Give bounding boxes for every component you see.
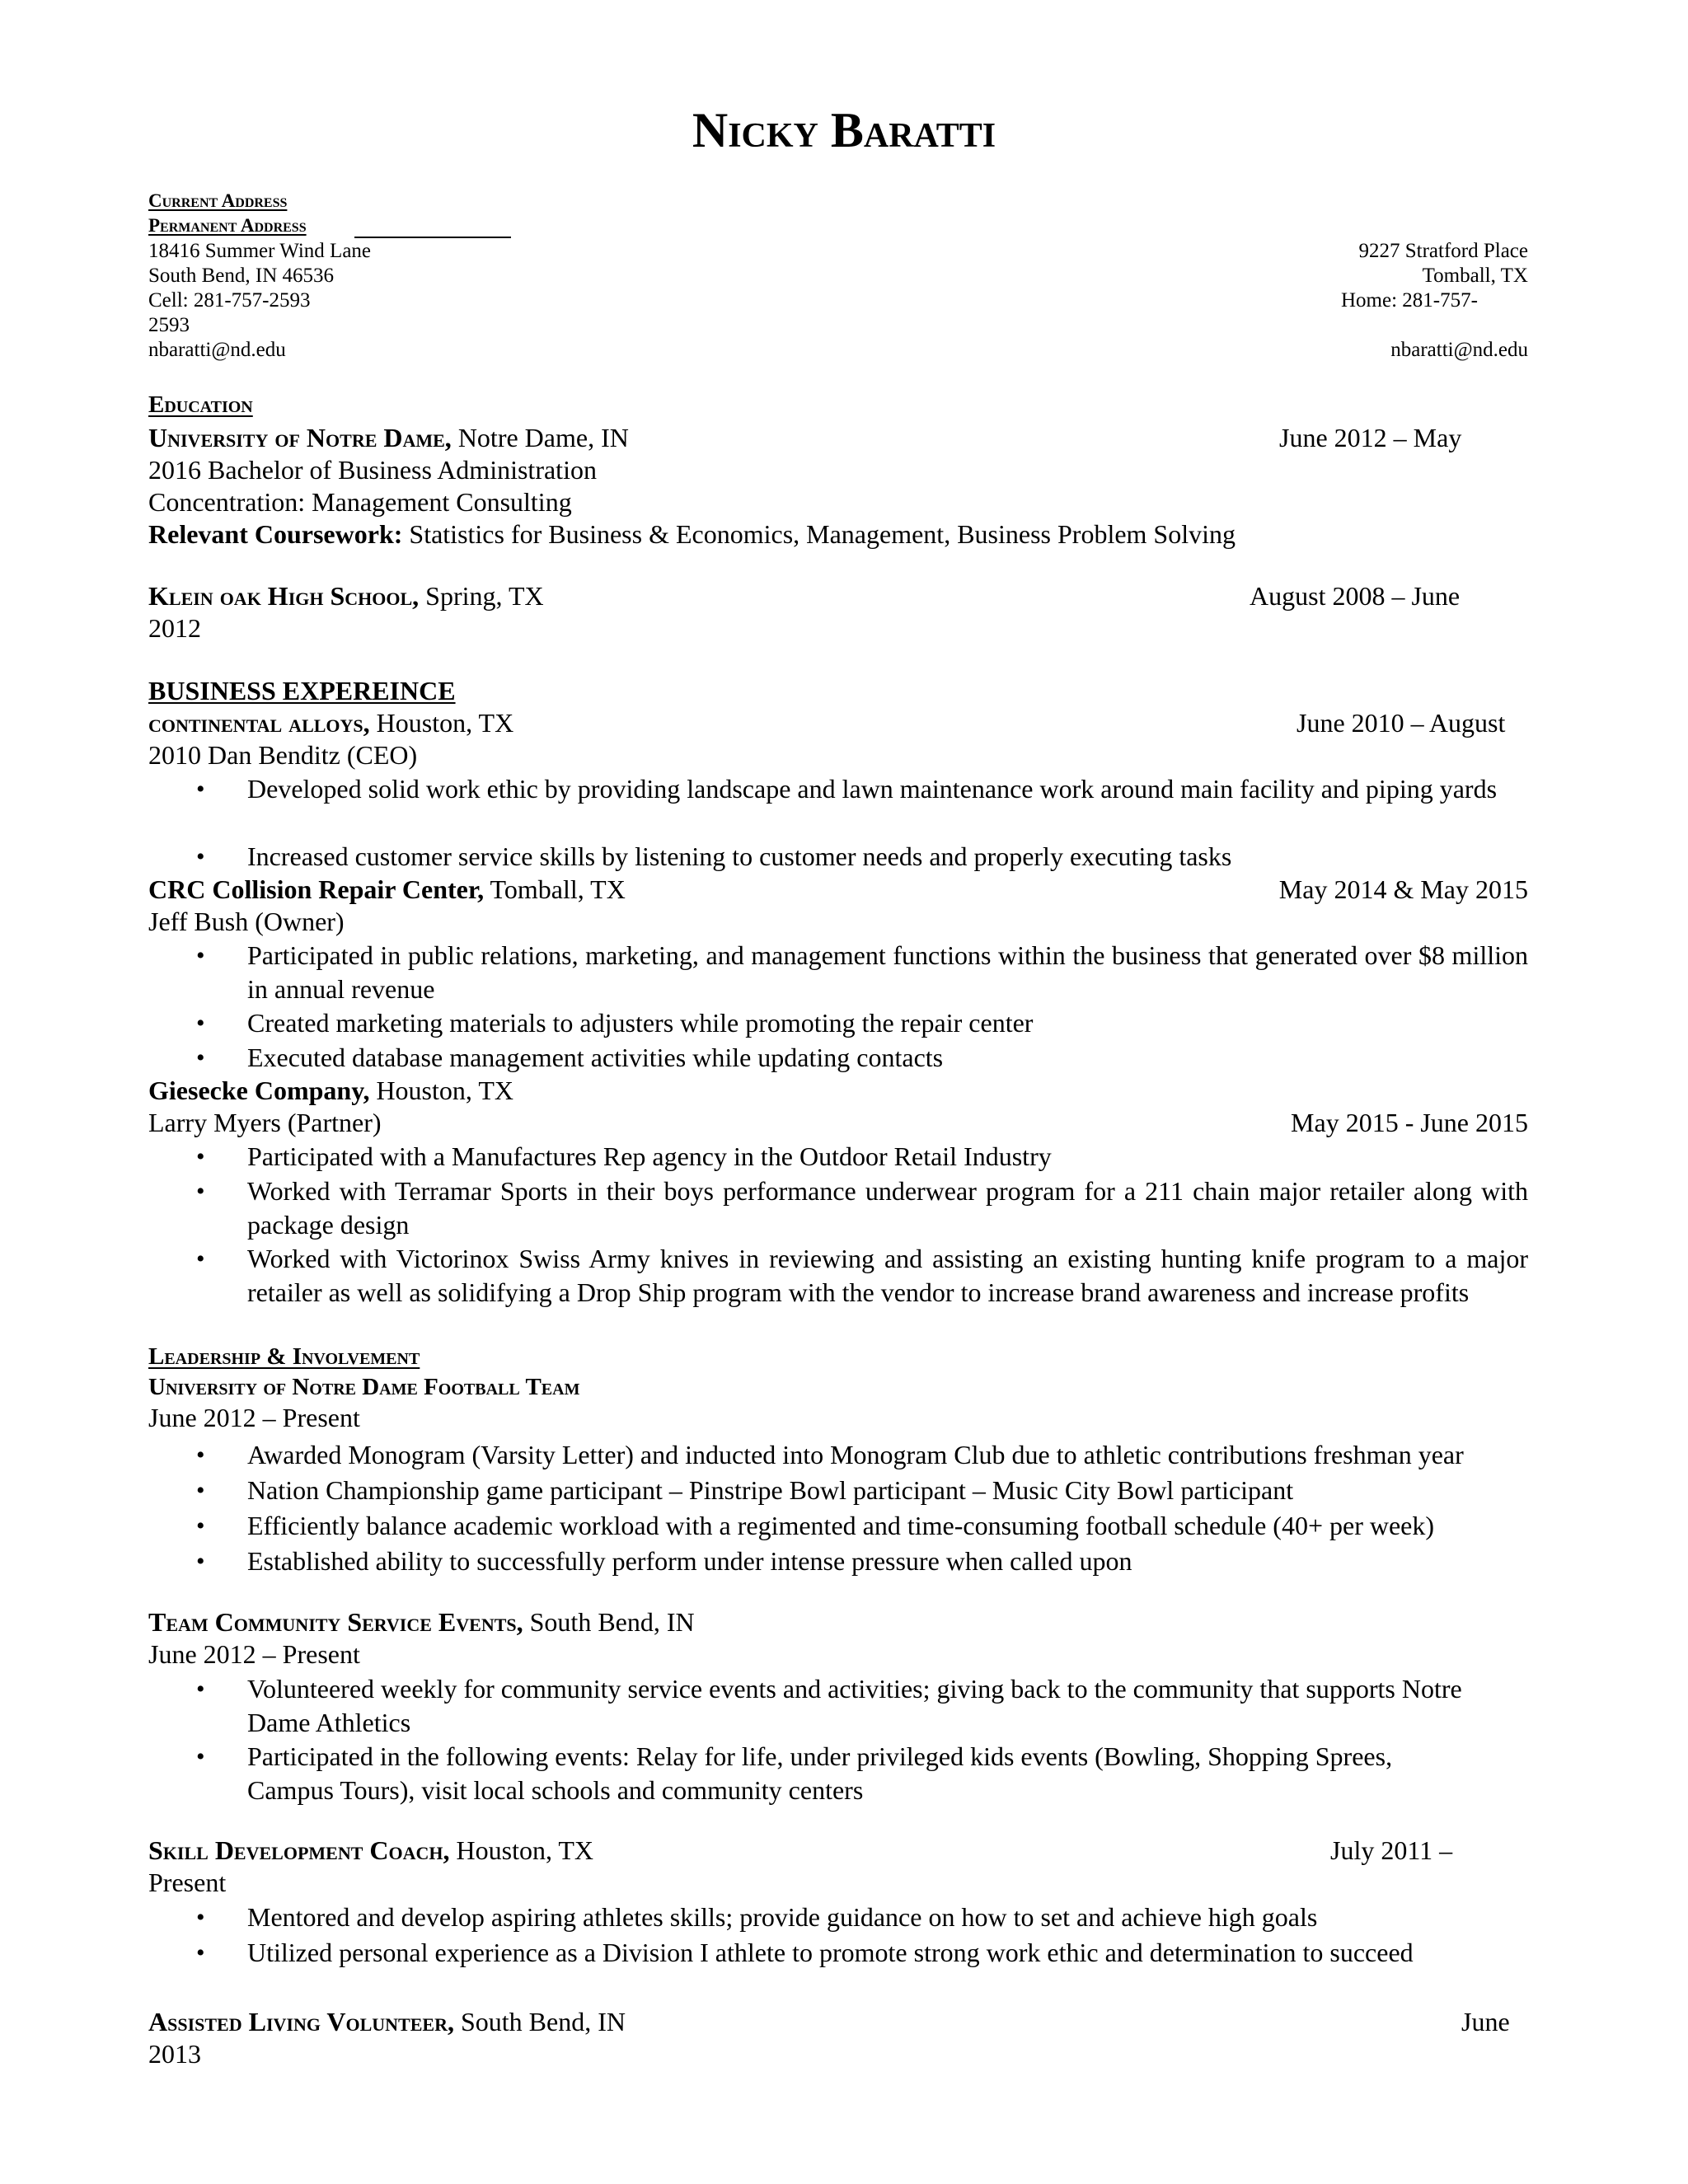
- list-item: • Worked with Terramar Sports in their boys performance underwear program for a 211 chain major retailer along with package design: [196, 1176, 1528, 1240]
- coach-location: Houston, TX: [449, 1835, 594, 1865]
- assisted-org: Assisted Living Volunteer,: [148, 2007, 454, 2036]
- list-item: • Utilized personal experience as a Division I athlete to promote strong work ethic and determination to succeed: [148, 1936, 1528, 1970]
- giesecke-supervisor: Larry Myers (Partner): [148, 1108, 382, 1137]
- football-dates: June 2012 – Present: [148, 1403, 360, 1432]
- community-line: [148, 1609, 695, 1635]
- permanent-address-email: nbaratti@nd.edu: [1390, 339, 1528, 361]
- bullet-icon: •: [196, 1939, 205, 1966]
- giesecke-company: Giesecke Company,: [148, 1076, 370, 1105]
- bullet-icon: •: [196, 1010, 205, 1037]
- crc-supervisor: Jeff Bush (Owner): [148, 907, 345, 936]
- education-klein-line: [148, 583, 544, 609]
- assisted-line: [148, 2008, 626, 2035]
- bullet-icon: •: [196, 776, 205, 803]
- current-address-city: South Bend, IN 46536: [148, 265, 334, 287]
- giesecke-line: [148, 1077, 513, 1104]
- bullet-icon: •: [196, 843, 205, 870]
- coursework-label: Relevant Coursework:: [148, 519, 403, 549]
- continental-supervisor: 2010 Dan Benditz (CEO): [148, 740, 418, 770]
- education-nd-school: University of Notre Dame,: [148, 423, 452, 452]
- football-org: University of Notre Dame Football Team: [148, 1374, 580, 1400]
- giesecke-dates: May 2015 - June 2015: [1291, 1108, 1528, 1137]
- list-item: • Participated in the following events: Relay for life, under privileged kids events (Bowling, Shopping Sprees, Campus Tours), visit local schools and community centers: [196, 1741, 1393, 1805]
- continental-location: Houston, TX: [369, 708, 514, 738]
- list-item: • Efficiently balance academic workload with a regimented and time-consuming football schedule (40+ per week): [148, 1509, 1528, 1543]
- education-nd-degree: 2016 Bachelor of Business Administration: [148, 455, 597, 485]
- continental-line: [148, 710, 513, 736]
- bullet-icon: •: [196, 1548, 205, 1575]
- coursework-list: Statistics for Business & Economics, Management, Business Problem Solving: [402, 519, 1236, 549]
- permanent-address-rule: [354, 237, 511, 238]
- crc-location: Tomball, TX: [484, 874, 626, 904]
- bullet-icon: •: [196, 942, 205, 969]
- permanent-address-city: Tomball, TX: [1422, 265, 1528, 287]
- permanent-address-street: 9227 Stratford Place: [1358, 240, 1528, 262]
- bullet-icon: •: [196, 1477, 205, 1504]
- coach-org: Skill Development Coach,: [148, 1835, 450, 1865]
- coach-dates: July 2011 –: [1330, 1835, 1453, 1865]
- current-address-street: 18416 Summer Wind Lane: [148, 240, 372, 262]
- education-klein-dates: August 2008 – June: [1250, 581, 1461, 611]
- list-item: • Participated with a Manufactures Rep agency in the Outdoor Retail Industry: [148, 1140, 1528, 1174]
- coach-line: [148, 1837, 593, 1863]
- list-item: • Volunteered weekly for community service events and activities; giving back to the community that supports Notre Dame Athletics: [196, 1674, 1462, 1737]
- list-item: • Created marketing materials to adjusters while promoting the repair center: [148, 1006, 1528, 1040]
- current-address-heading: Current Address: [148, 190, 288, 211]
- continental-company: continental alloys,: [148, 708, 370, 738]
- bullet-icon: •: [196, 1904, 205, 1931]
- bullet-icon: •: [196, 1441, 205, 1469]
- list-item: • Developed solid work ethic by providing landscape and lawn maintenance work around main facility and piping yards: [148, 772, 1528, 840]
- current-address-email: nbaratti@nd.edu: [148, 339, 286, 361]
- assisted-location: South Bend, IN: [453, 2007, 626, 2036]
- education-nd-dates: June 2012 – May: [1279, 423, 1462, 452]
- giesecke-location: Houston, TX: [369, 1076, 513, 1105]
- education-nd-concentration: Concentration: Management Consulting: [148, 487, 572, 517]
- list-item: • Nation Championship game participant – Pinstripe Bowl participant – Music City Bowl participant: [148, 1474, 1528, 1507]
- crc-company: CRC Collision Repair Center,: [148, 874, 485, 904]
- community-org: Team Community Service Events,: [148, 1607, 523, 1637]
- assisted-dates: June: [1461, 2007, 1510, 2036]
- education-nd-line: [148, 424, 629, 451]
- candidate-name: Nicky Baratti: [692, 103, 996, 157]
- current-address-cell-wrap: 2593: [148, 314, 190, 336]
- bullet-icon: •: [196, 1178, 205, 1205]
- permanent-address-heading: Permanent Address: [148, 215, 307, 236]
- bullet-icon: •: [196, 1245, 205, 1272]
- bullet-icon: •: [196, 1675, 205, 1703]
- bullet-icon: •: [196, 1044, 205, 1071]
- community-dates: June 2012 – Present: [148, 1639, 360, 1669]
- education-klein-year: 2012: [148, 613, 201, 643]
- education-heading: Education: [148, 391, 253, 418]
- assisted-year: 2013: [148, 2039, 201, 2069]
- bullet-icon: •: [196, 1743, 205, 1770]
- list-item: • Increased customer service skills by listening to customer needs and properly executing tasks: [148, 840, 1528, 874]
- permanent-address-home: Home: 281-757-: [1341, 289, 1478, 312]
- business-heading: BUSINESS EXPEREINCE: [148, 676, 456, 705]
- community-location: South Bend, IN: [523, 1607, 695, 1637]
- education-klein-school: Klein oak High School,: [148, 581, 420, 611]
- current-address-cell: Cell: 281-757-2593: [148, 289, 311, 312]
- coach-dates-wrap: Present: [148, 1868, 227, 1897]
- list-item: • Worked with Victorinox Swiss Army knives in reviewing and assisting an existing hunting knife program to a major retailer as well as solidifying a Drop Ship program with the vendor to increase brand awareness and increase profits: [196, 1244, 1528, 1307]
- education-klein-location: Spring, TX: [419, 581, 544, 611]
- bullet-icon: •: [196, 1512, 205, 1540]
- crc-dates: May 2014 & May 2015: [1278, 874, 1528, 904]
- list-item: • Mentored and develop aspiring athletes skills; provide guidance on how to set and achieve high goals: [148, 1900, 1528, 1934]
- education-nd-coursework: [148, 521, 1236, 547]
- crc-line: [148, 876, 626, 902]
- continental-dates: June 2010 – August: [1296, 708, 1506, 738]
- leadership-heading: Leadership & Involvement: [148, 1343, 420, 1370]
- list-item: • Participated in public relations, marketing, and management functions within the business that generated over $8 million in annual revenue: [196, 940, 1528, 1004]
- education-nd-location: Notre Dame, IN: [451, 423, 629, 452]
- list-item: • Executed database management activities while updating contacts: [148, 1041, 1528, 1075]
- bullet-icon: •: [196, 1143, 205, 1170]
- list-item: • Awarded Monogram (Varsity Letter) and inducted into Monogram Club due to athletic contributions freshman year: [148, 1438, 1528, 1472]
- list-item: • Established ability to successfully perform under intense pressure when called upon: [148, 1544, 1528, 1578]
